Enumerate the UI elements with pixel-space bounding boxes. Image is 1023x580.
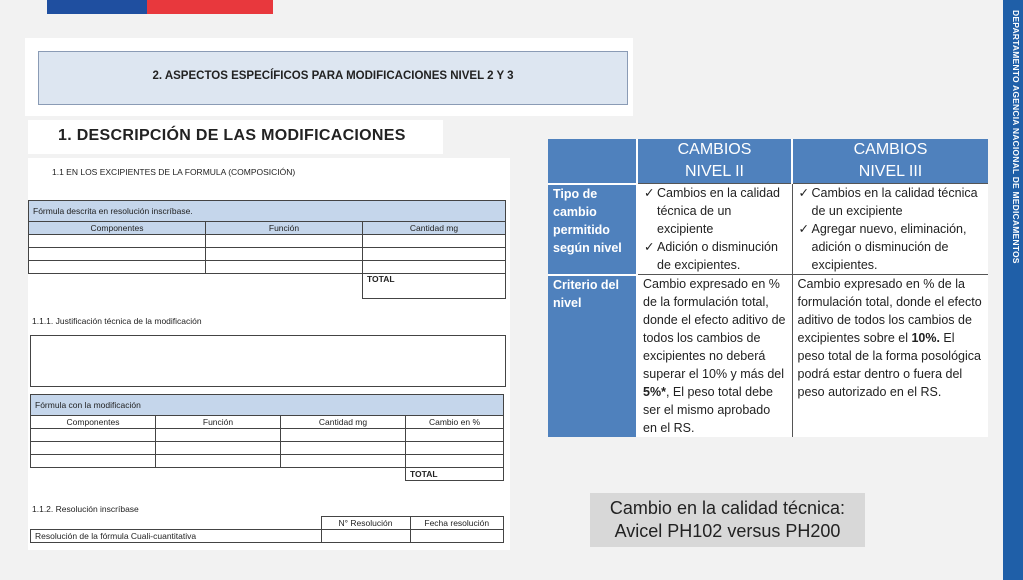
table-row: [31, 442, 504, 455]
col-funcion: Función: [156, 416, 281, 429]
header-nivel-3: CAMBIOS NIVEL III: [792, 139, 988, 184]
table-row: [29, 235, 506, 248]
subsection-1-1-1: 1.1.1. Justificación técnica de la modificación: [32, 316, 202, 326]
caption-line-2: Avicel PH102 versus PH200: [614, 521, 841, 541]
list-item: ✓ Agregar nuevo, eliminación, adición o disminución de excipientes.: [812, 220, 984, 274]
resolution-table: [30, 516, 504, 543]
header-title: 2. ASPECTOS ESPECÍFICOS PARA MODIFICACIONES NIVEL 2 Y 3: [152, 70, 514, 82]
col-fecha-resolucion: Fecha resolución: [410, 517, 504, 530]
section-title-panel: [28, 120, 443, 154]
subsection-1-1-2: 1.1.2. Resolución inscríbase: [32, 504, 139, 514]
table-row: [29, 261, 506, 274]
col-componentes: Componentes: [31, 416, 156, 429]
top-red-bar: [147, 0, 273, 14]
nivel-2-tipo: [637, 184, 792, 275]
caption-line-1: Cambio en la calidad técnica:: [609, 498, 846, 518]
resolution-row-label: Resolución de la fórmula Cuali-cuantitativa: [31, 530, 322, 543]
total-cell: TOTAL: [363, 274, 506, 299]
nivel-3-criterio: Cambio expresado en % de la formulación total, donde el efecto aditivo de todos los cambios de excipientes sobre el 10%. El peso total de la forma posológica podrá estar dentro o fuera del peso autorizado en el RS.: [792, 275, 988, 438]
table-row: [31, 455, 504, 468]
list-item: ✓ Cambios en la calidad técnica de un excipiente: [812, 184, 984, 220]
formula-table-title: Fórmula descrita en resolución inscríbase.: [29, 201, 506, 222]
subsection-1-1: 1.1 EN LOS EXCIPIENTES DE LA FORMULA (COMPOSICIÓN): [52, 167, 296, 177]
modified-formula-table: [30, 394, 504, 481]
row-label-criterio: Criterio del nivel: [548, 275, 637, 438]
col-cantidad: Cantidad mg: [281, 416, 406, 429]
document-panel: [28, 158, 510, 550]
top-blue-bar: [47, 0, 147, 14]
col-n-resolucion: N° Resolución: [321, 517, 410, 530]
formula-table: [28, 200, 506, 299]
header-empty: [548, 139, 637, 184]
justification-box: [30, 335, 506, 387]
modified-formula-title: Fórmula con la modificación: [31, 395, 504, 416]
header-box: [38, 51, 628, 105]
side-banner-text: DEPARTAMENTO AGENCIA NACIONAL DE MEDICAMENTOS: [1011, 10, 1021, 264]
table-row: [31, 429, 504, 442]
col-cambio: Cambio en %: [406, 416, 504, 429]
caption-box: [590, 493, 865, 547]
total-cell: TOTAL: [406, 468, 504, 481]
row-label-tipo: Tipo de cambio permitido según nivel: [548, 184, 637, 275]
levels-comparison-table: [548, 139, 988, 437]
table-row: [29, 248, 506, 261]
col-funcion: Función: [206, 222, 363, 235]
nivel-2-criterio: Cambio expresado en % de la formulación total, donde el efecto aditivo de todos los cambios de excipientes no deberá superar el 10% y más del 5%*, El peso total debe ser el mismo aprobado en el RS.: [637, 275, 792, 438]
header-nivel-2: CAMBIOS NIVEL II: [637, 139, 792, 184]
list-item: ✓ Adición o disminución de excipientes.: [657, 238, 787, 274]
section-title: 1. DESCRIPCIÓN DE LAS MODIFICACIONES: [58, 127, 406, 144]
col-componentes: Componentes: [29, 222, 206, 235]
list-item: ✓ Cambios en la calidad técnica de un excipiente: [657, 184, 787, 238]
col-cantidad: Cantidad mg: [363, 222, 506, 235]
nivel-3-tipo: [792, 184, 988, 275]
